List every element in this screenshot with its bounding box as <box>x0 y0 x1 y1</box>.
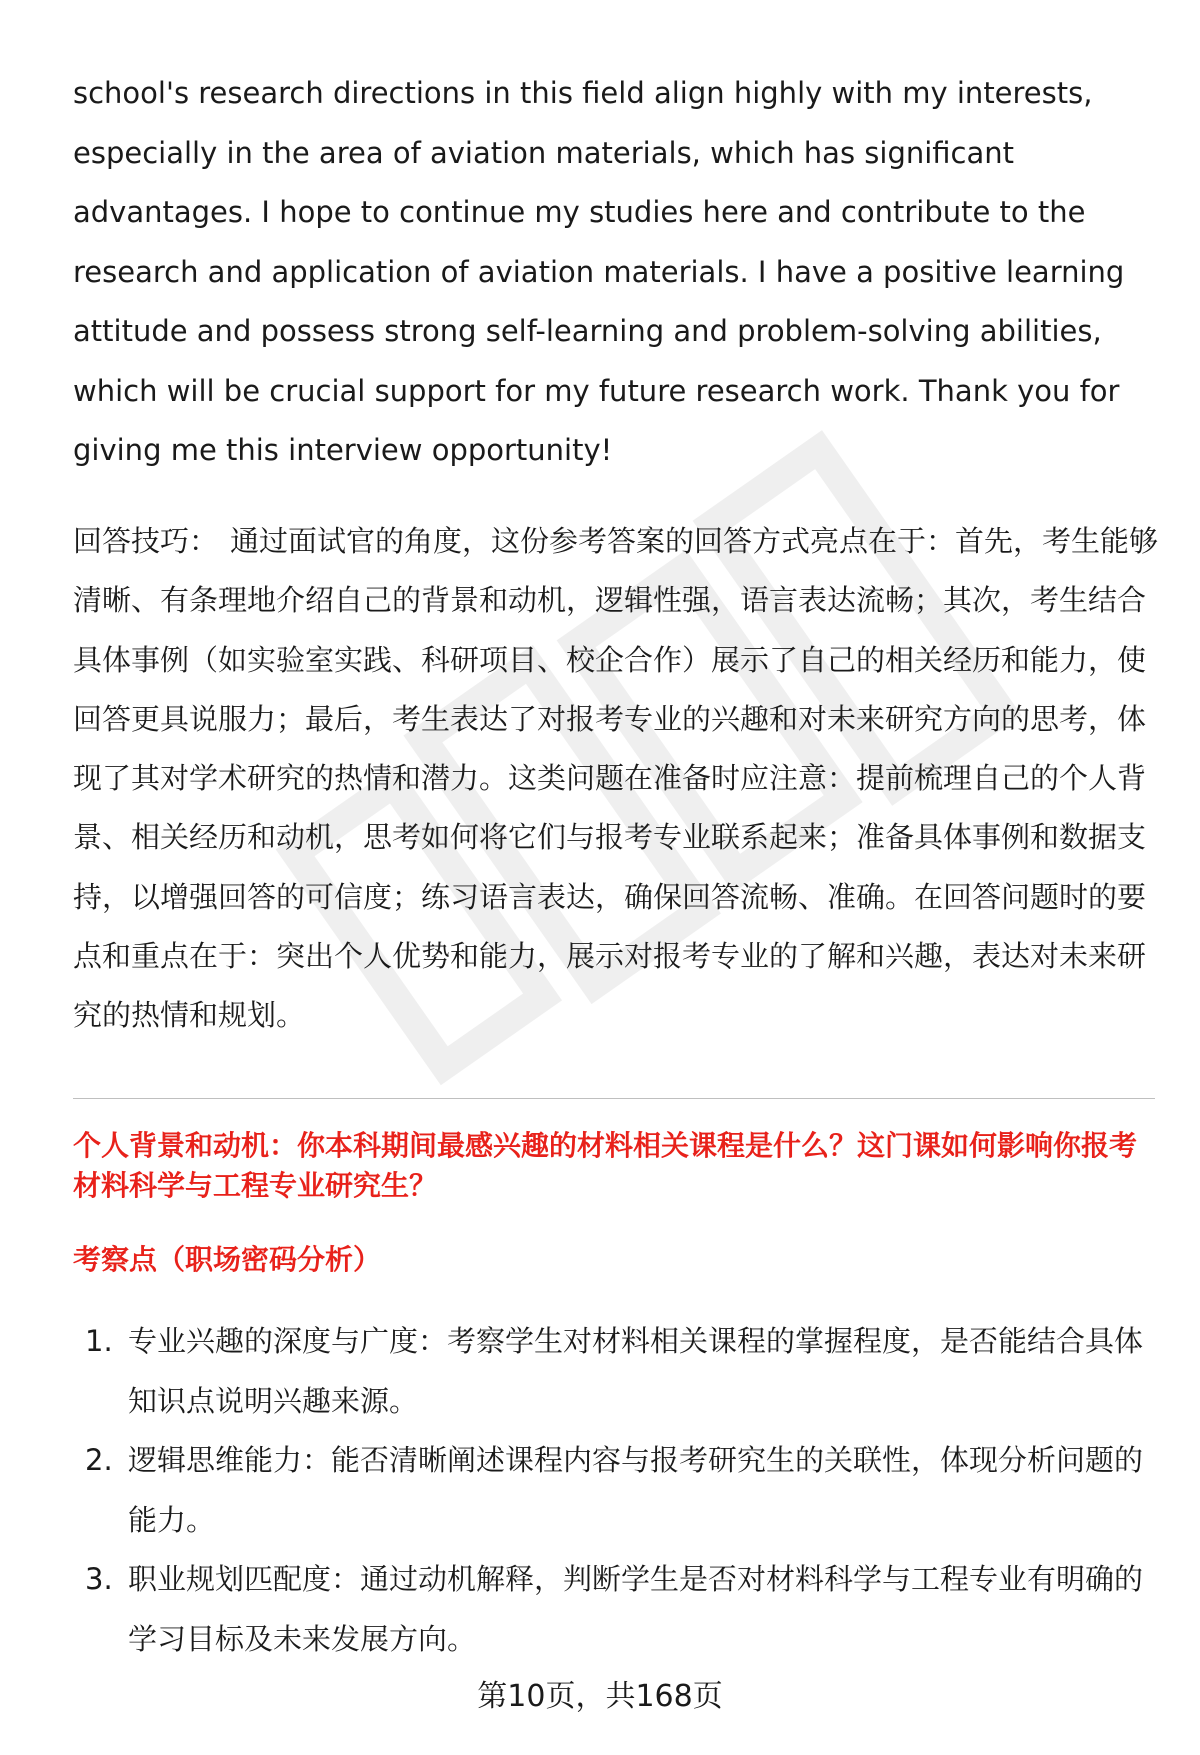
answer-tips-label: 回答技巧： <box>73 524 219 558</box>
list-item-number: 1. <box>85 1324 113 1358</box>
list-item-text: 逻辑思维能力：能否清晰阐述课程内容与报考研究生的关联性，体现分析问题的能力。 <box>128 1443 1144 1537</box>
list-item-number: 2. <box>85 1443 113 1477</box>
list-item <box>73 1550 1159 1669</box>
list-item-number: 3. <box>85 1562 113 1596</box>
list-item-text: 专业兴趣的深度与广度：考察学生对材料相关课程的掌握程度，是否能结合具体知识点说明兴趣来源。 <box>128 1324 1144 1418</box>
section-divider <box>73 1098 1155 1099</box>
answer-tips-text: 通过面试官的角度，这份参考答案的回答方式亮点在于：首先，考生能够清晰、有条理地介绍自己的背景和动机，逻辑性强，语言表达流畅；其次，考生结合具体事例（如实验室实践、科研项目、校企合作）展示了自己的相关经历和能力，使回答更具说服力；最后，考生表达了对报考专业的兴趣和对未来研究方向的思考，体现了其对学术研究的热情和潜力。这类问题在准备时应注意：提前梳理自己的个人背景、相关经历和动机，思考如何将它们与报考专业联系起来；准备具体事例和数据支持，以增强回答的可信度；练习语言表达，确保回答流畅、准确。在回答问题时的要点和重点在于：突出个人优势和能力，展示对报考专业的了解和兴趣，表达对未来研究的热情和规划。 <box>73 524 1159 1033</box>
english-answer-paragraph: school's research directions in this field align highly with my interests, especially in the area of aviation materials, which has significant advantages. I hope to continue my studies here and contribute to the research and application of aviation materials. I have a positive learning attitude and possess strong self-learning and problem-solving abilities, which will be crucial support for my future research work. Thank you for giving me this interview opportunity! <box>73 76 1125 467</box>
answer-tips-paragraph <box>73 512 1159 1046</box>
list-item-text: 职业规划匹配度：通过动机解释，判断学生是否对材料科学与工程专业有明确的学习目标及未来发展方向。 <box>128 1562 1144 1656</box>
assessment-point-list <box>73 1312 1159 1669</box>
question-title: 个人背景和动机：你本科期间最感兴趣的材料相关课程是什么？这门课如何影响你报考材料科学与工程专业研究生？ <box>73 1129 1138 1202</box>
list-item <box>73 1312 1159 1431</box>
page-number-footer: 第10页，共168页 <box>477 1679 723 1714</box>
assessment-heading: 考察点（职场密码分析） <box>73 1243 382 1276</box>
list-item <box>73 1431 1159 1550</box>
